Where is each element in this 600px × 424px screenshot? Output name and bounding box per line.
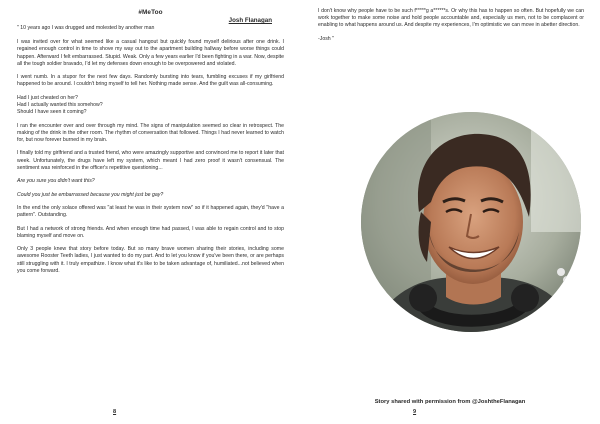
page-number: 9 <box>413 409 417 415</box>
hashtag-title: #MeToo <box>138 9 163 16</box>
photo-caption: Story shared with permission from @JoshtheFlanagan <box>374 398 526 405</box>
story-paragraph: I went numb. In a stupor for the next few days. Randomly bursting into tears, fumbling excuses if my girlfriend happened to be around. I couldn't bring myself to tell her. Nothing made sense. And the guilt was all-consuming. <box>17 74 284 88</box>
story-paragraph: I don't know why people have to be such f*****g a******s. Or why this has to happen so often. But hopefully we can work together to make some noise and hold people accountable and, especially us men, not to be complacent or enabling to what happens around us. And despite my experiences, I'm optimistic we can move in abetter direction. <box>318 8 584 29</box>
story-paragraph: In the end the only solace offered was "at least he was in their system now" so if it happened again, they'd "have a pattern". Outstanding. <box>17 204 284 219</box>
story-paragraph: I finally told my girlfriend and a trusted friend, who were amazingly supportive and convinced me to report it later that week. Unfortunately, the drugs have left my system, which meant I had zero proof it wasn't consensual. The sentiment was reinforced in the officer's repetitive questioning... <box>17 150 285 171</box>
story-body <box>17 25 284 275</box>
story-paragraph: I ran the encounter over and over through my mind. The signs of manipulation seemed so clear in retrospect. The making of the drink in the other room. The rhythm of conversation that followed. Things I had never learned to watch for, but now forever burned in my brain. <box>17 122 284 143</box>
story-question: Had I actually wanted this somehow? <box>17 102 103 108</box>
officer-question: Are you sure you didn't want this? <box>17 178 95 185</box>
portrait-illustration <box>361 112 581 332</box>
story-paragraph: But I had a network of strong friends. And when enough time had passed, I was able to regain control and to stop blaming myself and move on. <box>17 225 284 239</box>
story-conclusion <box>318 8 584 43</box>
signature-line: -Josh " <box>318 35 334 42</box>
story-question: Should I have seen it coming? <box>17 109 87 116</box>
story-paragraph: I was invited over for what seemed like a casual hangout but quickly found myself delirious after one drink. I regained enough control in time to shove my way out to the apartment building hallway before worse things could happen. Afterward I felt embarrassed. Stupid. Weak. Only a few years earlier I'd been fighting in a war. Now, despite all the tough soldier bravado, I'd let my defenses down enough to be overpowered and violated. <box>17 39 284 67</box>
story-paragraph: Only 3 people knew that story before today. But so many brave women sharing their stories, including some awesome Rooster Teeth ladies, I just wanted to do my part. And to let you know if you've been there, or are perhaps still struggling with it. I truly empathize. I know what it's like to be taken advantage of, humiliated...not believed when you come forward. <box>17 246 284 274</box>
right-page <box>300 0 600 424</box>
page-number: 8 <box>113 409 117 415</box>
story-paragraph: " 10 years ago I was drugged and molested by another man <box>17 25 155 31</box>
author-name: Josh Flanagan <box>228 17 272 24</box>
story-question: Had I just cheated on her? <box>17 94 78 101</box>
portrait-photo <box>361 112 581 332</box>
officer-question: Could you just be embarrassed because you might just be gay? <box>17 191 164 198</box>
